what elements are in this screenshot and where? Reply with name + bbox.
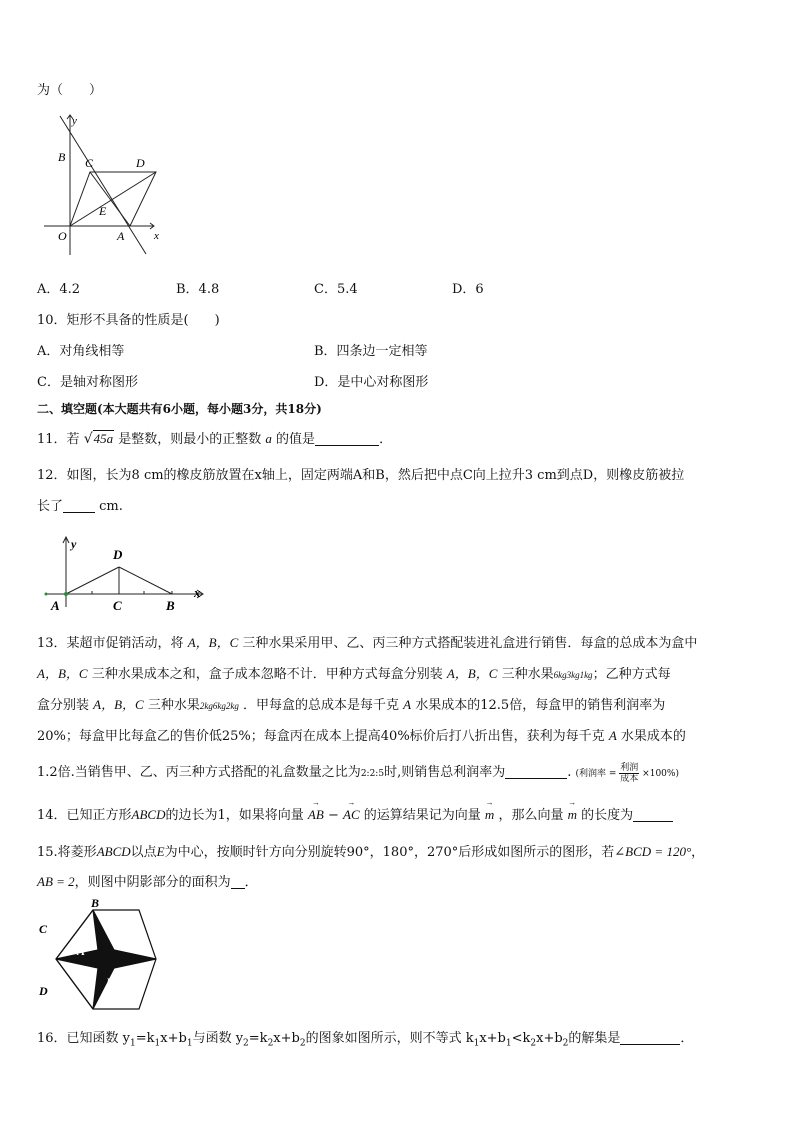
q12-line1: 12．如图，长为8 cm的橡皮筋放置在x轴上，固定两端A和B，然后把中点C向上拉升3 cm到点D，则橡皮筋被拉	[37, 468, 685, 483]
q16-answer-blank[interactable]	[620, 1031, 680, 1045]
q13-line1: 13．某超市促销活动，将 A，B，C 三种水果采用甲、乙、丙三种方式搭配装进礼盒进行销售．每盒的总成本为盒中	[37, 635, 698, 651]
fig15-label-c: C	[39, 922, 48, 936]
q10-choice-c: C．是轴对称图形	[37, 375, 138, 390]
profit-rate-formula: (利润率 = $\frac{\text{利润}}{\text{成本}}$ ×100%)	[575, 763, 679, 784]
vector-ab: → AB	[307, 798, 324, 822]
fig9-label-e: E	[99, 204, 107, 218]
q11: 11．若 √45a 是整数，则最小的正整数 a 的值是 ．	[37, 431, 393, 447]
vector-ac: → AC	[343, 798, 360, 822]
vector-m-2: → m	[567, 798, 577, 822]
q11-answer-blank[interactable]	[315, 432, 379, 446]
q10-stem: 10．矩形不具备的性质是( )	[37, 313, 220, 328]
fig12-label-a: A	[51, 598, 60, 613]
q12-figure	[42, 535, 212, 615]
fig9-label-c: C	[85, 156, 94, 170]
fig12-segment-ad	[66, 567, 119, 594]
fig15-label-b: B	[91, 896, 100, 910]
q9-choice-c: C．5.4	[314, 282, 358, 297]
q13-line5: 1.2倍.当销售甲、乙、丙三种方式搭配的礼盒数量之比为2:2:5时,则销售总利润率为 . (利润率 = $\frac{\text{利润}}{\text{成本}}$ ×100%)	[37, 763, 679, 784]
fig12-label-b: B	[166, 598, 175, 613]
fig9-label-y: y	[72, 115, 77, 127]
q16: 16．已知函数 $y_1=k_1x+b_1$与函数 $y_2=k_2x+b_2$的图象如图所示，则不等式 $k_1x+b_1<k_2x+b_2$的解集是 ．	[37, 1031, 694, 1049]
fig9-label-a: A	[117, 229, 125, 243]
q9-figure	[42, 113, 172, 258]
fig9-label-b: B	[58, 150, 66, 164]
q9-choice-b: B．4.8	[176, 282, 220, 297]
fig15-label-e: E	[106, 975, 115, 989]
fig12-label-y: y	[71, 537, 77, 551]
q15-figure	[36, 893, 166, 1018]
q15-line1: 15.将菱形ABCD以点E为中心，按顺时针方向分别旋转90°，180°，270°后形成如图所示的图形，若∠BCD = 120°，	[37, 844, 705, 860]
q12-answer-blank[interactable]	[63, 499, 95, 513]
fig15-label-d: D	[39, 984, 48, 998]
q15-answer-blank[interactable]	[231, 875, 245, 889]
q14: 14．已知正方形ABCD的边长为1，如果将向量 → AB − → AC 的运算结果记为向量 → m ，那么向量 → m 的长度为	[37, 806, 673, 825]
fig12-label-x: x	[194, 585, 201, 600]
fig12-label-c: C	[113, 598, 122, 613]
fig12-segment-db	[119, 567, 172, 594]
fig9-label-d: D	[136, 156, 145, 170]
q9-stem-tail: 为（ ）	[37, 83, 103, 98]
fig15-label-a: A	[77, 944, 86, 958]
q12-line2: 长了 cm.	[37, 499, 123, 514]
q13-line3: 盒分别装 A，B，C 三种水果2kg6kg2kg ．甲每盒的总成本是每千克 A 水果成本的12.5倍，每盒甲的销售利润率为	[37, 697, 666, 713]
q13-line2: A，B，C 三种水果成本之和，盒子成本忽略不计．甲种方式每盒分别装 A，B，C 三种水果6kg3kg1kg；乙种方式每	[37, 666, 671, 682]
q14-answer-blank[interactable]	[633, 808, 673, 822]
q11-radicand: 45a	[93, 431, 114, 446]
fig9-line-ba	[60, 116, 146, 254]
q10-choice-d: D．是中心对称图形	[314, 375, 429, 390]
q9-choice-a: A．4.2	[37, 282, 81, 297]
fig9-label-x: x	[154, 230, 159, 242]
vector-m: → m	[484, 798, 495, 822]
q9-choice-d: D．6	[452, 282, 484, 297]
q13-answer-blank[interactable]	[505, 765, 567, 779]
section-2-heading: 二、填空题(本大题共有6小题，每小题3分，共18分)	[37, 402, 322, 416]
q10-choice-a: A．对角线相等	[37, 344, 125, 359]
q13-line4: 20%；每盒甲比每盒乙的售价低25%；每盒丙在成本上提高40%标价后打八折出售，获利为每千克 A 水果成本的	[37, 728, 686, 744]
fig12-label-d: D	[113, 547, 123, 562]
q15-line2: AB = 2，则图中阴影部分的面积为 ．	[37, 874, 258, 890]
fig9-label-o: O	[58, 229, 67, 243]
q10-choice-b: B．四条边一定相等	[314, 344, 428, 359]
